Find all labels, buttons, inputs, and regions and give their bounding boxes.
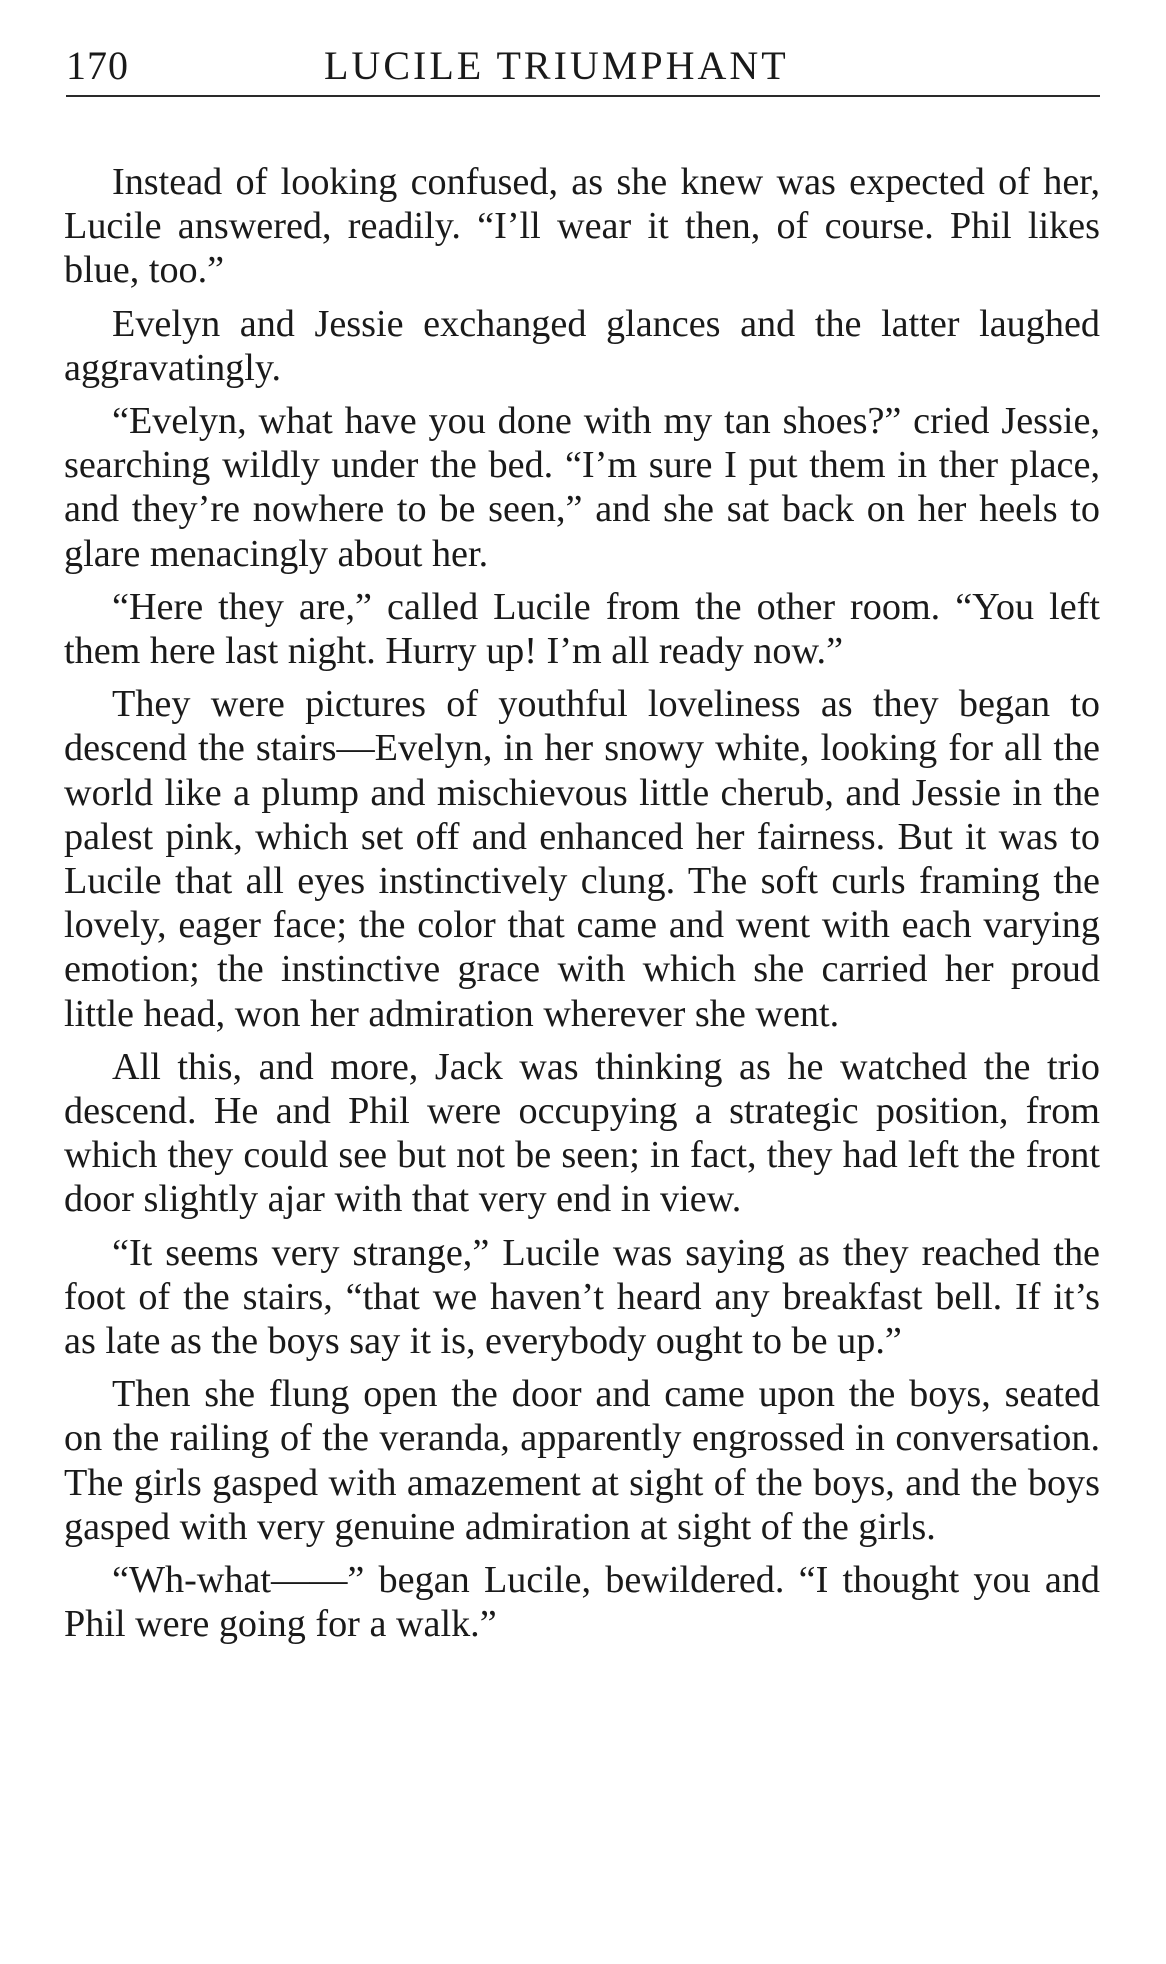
paragraph: “Wh-what——” began Lucile, bewildered. “I thought you and Phil were going for a walk.” <box>64 1559 1100 1646</box>
paragraph: “Evelyn, what have you done with my tan shoes?” cried Jessie, searching wildly under the bed. “I’m sure I put them in ther place, and they’re nowhere to be seen,” and she sat back on her heels to glare menacingly about her. <box>64 400 1100 575</box>
body-text <box>64 160 1100 1656</box>
paragraph: Evelyn and Jessie exchanged glances and the latter laughed aggravatingly. <box>64 302 1100 389</box>
page-number: 170 <box>66 43 129 88</box>
paragraph: “It seems very strange,” Lucile was saying as they reached the foot of the stairs, “that we haven’t heard any breakfast bell. If it’s as late as the boys say it is, everybody ought to be up.” <box>64 1231 1100 1363</box>
paragraph: They were pictures of youthful loveliness as they began to descend the stairs—Evelyn, in her snowy white, looking for all the world like a plump and mischievous little cherub, and Jessie in the palest pink, which set off and enhanced her fairness. But it was to Lucile that all eyes instinctively clung. The soft curls framing the lovely, eager face; the color that came and went with each varying emotion; the instinctive grace with which she carried her proud little head, won her admiration wherever she went. <box>64 683 1100 1035</box>
running-title: LUCILE TRIUMPHANT <box>324 43 789 88</box>
header-rule <box>66 95 1100 97</box>
paragraph: Instead of looking confused, as she knew was expected of her, Lucile answered, readily. “I’ll wear it then, of course. Phil likes blue, too.” <box>64 161 1100 292</box>
paragraph: “Here they are,” called Lucile from the other room. “You left them here last night. Hurry up! I’m all ready now.” <box>64 585 1100 673</box>
paragraph: Then she flung open the door and came upon the boys, seated on the railing of the veranda, apparently engrossed in conversation. The girls gasped with amazement at sight of the boys, and the boys gasped with very genuine admiration at sight of the girls. <box>64 1373 1100 1548</box>
paragraph: All this, and more, Jack was thinking as he watched the trio descend. He and Phil were occupying a strategic position, from which they could see but not be seen; in fact, they had left the front door slightly ajar with that very end in view. <box>64 1045 1100 1221</box>
running-head <box>66 38 1100 98</box>
